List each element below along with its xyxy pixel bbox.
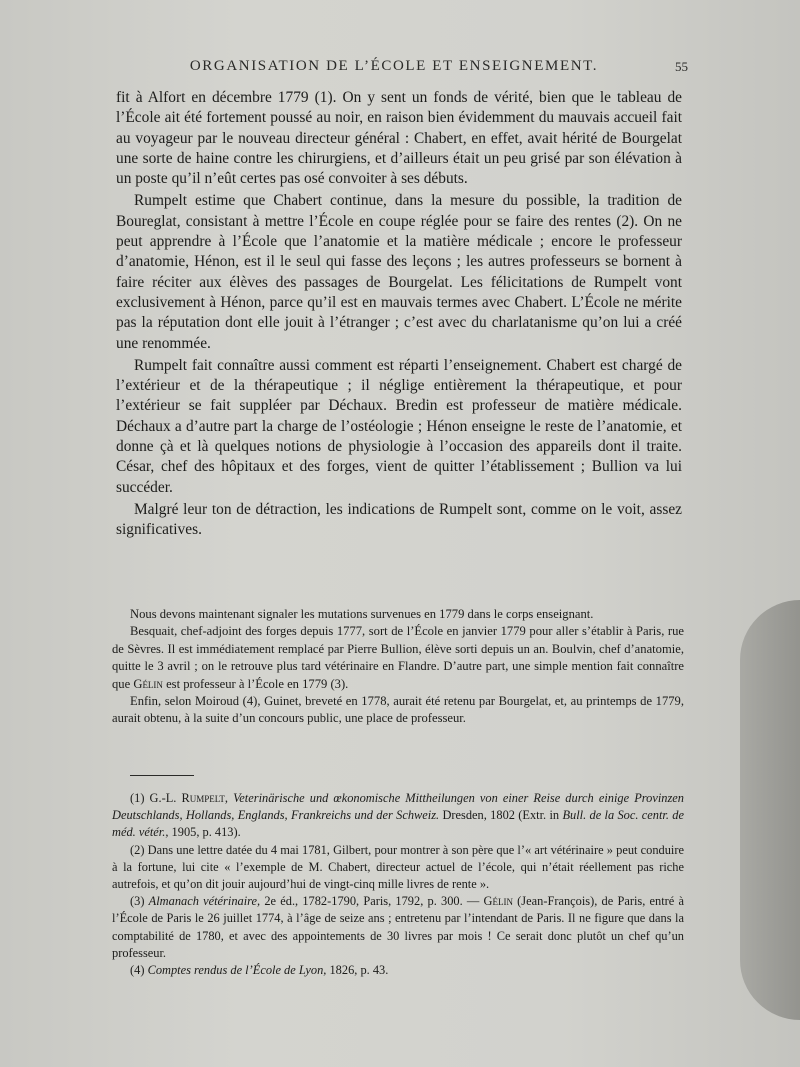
- footnote-text: (Jean-François), de Paris, entré à l’École de Paris le 26 juillet 1774, à l’âge de seize ans ; entretenu par l’intendant de Paris. Il ne figure que dans la comptabilité de 1780, et avec des appointements de 30 livres par mois ! Ce serait donc plutôt un chef qu’un professeur.: [112, 894, 684, 960]
- footnote-title: Almanach vétérinaire,: [148, 894, 261, 909]
- footnote-number: (4): [130, 963, 145, 978]
- footnote-2: (2) Dans une lettre datée du 4 mai 1781, Gilbert, pour montrer à son père que l’« art vétérinaire » peut conduire à la fortune, lui cite « l’exemple de M. Chabert, directeur actuel de l’école, qui n’était réellement pas riche autrefois, et qu’on dit jouir aujourd’hui de vingt-cinq mille livres de rente ».: [112, 842, 684, 892]
- paragraph: Rumpelt fait connaître aussi comment est réparti l’enseignement. Chabert est chargé de l’extérieur et de la thérapeutique ; il néglige entièrement la thérapeutique, et pour l’extérieur se fait suppléer par Déchaux. Bredin est professeur de matière médicale. Déchaux a d’autre part la charge de l’ostéologie ; Hénon enseigne le reste de l’anatomie, et donne çà et là quelques notions de physiologie à l’occasion des appareils dont il traite. César, chef des hôpitaux et des forges, vient de quitter l’établissement ; Bullion va lui succéder.: [116, 356, 682, 496]
- note-paragraph: Nous devons maintenant signaler les mutations survenues en 1779 dans le corps enseignant.: [130, 607, 594, 621]
- thumb-shadow: [740, 600, 800, 1020]
- footnote-rule: [130, 775, 194, 776]
- small-print-notes: [112, 606, 684, 728]
- footnote-title: Veterinärische und œkonomische Mittheilungen von einer Reise durch einige Provinzen Deutschlands, Hollands, Englands, Frankreichs und der Schweiz.: [112, 791, 684, 823]
- footnote-text: Dresden, 1802 (Extr. in: [442, 808, 560, 823]
- footnote-text: 1826, p. 43.: [329, 963, 389, 978]
- footnote-author: G.-L. Rumpelt,: [149, 791, 229, 805]
- footnote-number: (1): [130, 791, 145, 805]
- paragraph: Malgré leur ton de détraction, les indications de Rumpelt sont, comme on le voit, assez significatives.: [116, 500, 682, 539]
- footnote-number: (3): [130, 894, 145, 909]
- main-text: [116, 88, 682, 541]
- footnote-1: [112, 790, 684, 842]
- paragraph: fit à Alfort en décembre 1779 (1). On y sent un fonds de vérité, bien que le tableau de l’École ait été fortement poussé au noir, en raison bien évidemment du mauvais accueil fait au voyageur par le nouveau directeur général : Chabert, en effet, avait hérité de Bourgelat une sorte de haine contre les chirurgiens, et d’ailleurs était un peu grisé par son élévation à un poste qu’il n’eût certes pas osé convoiter à ses débuts.: [116, 89, 682, 188]
- footnote-4: [112, 962, 684, 979]
- name-gelin: Gélin: [483, 894, 513, 909]
- footnote-3: [112, 893, 684, 962]
- note-text: est professeur à l’École en 1779 (3).: [166, 676, 349, 691]
- footnote-journal: Bull. de la Soc. centr. de méd. vétér.,: [112, 808, 684, 840]
- name-gelin: Gélin: [133, 676, 163, 691]
- note-paragraph: Enfin, selon Moiroud (4), Guinet, breveté en 1778, aurait été retenu par Bourgelat, et, au printemps de 1779, aurait obtenu, à la suite d’un concours public, une place de professeur.: [112, 694, 684, 726]
- note-paragraph: [112, 623, 684, 693]
- page-header: [100, 58, 688, 80]
- running-title: ORGANISATION DE L’ÉCOLE ET ENSEIGNEMENT.: [189, 58, 599, 74]
- footnote-title: Comptes rendus de l’École de Lyon,: [147, 963, 327, 978]
- page-number: 55: [675, 59, 688, 74]
- footnote-text: 2e éd., 1782-1790, Paris, 1792, p. 300. —: [264, 894, 480, 909]
- note-text: Besquait, chef-adjoint des forges depuis 1777, sort de l’École en janvier 1779 pour aller s’établir à Paris, rue de Sèvres. Il est immédiatement remplacé par Pierre Bullion, élève sorti depuis un an. Boulvin, chef d’anatomie, quitte le 3 avril ; on le retrouve plus tard vétérinaire en Flandre. D’autre part, une simple mention fait connaître que: [112, 624, 684, 691]
- footnote-text: 1905, p. 413).: [171, 825, 241, 840]
- paragraph: Rumpelt estime que Chabert continue, dans la mesure du possible, la tradition de Boureglat, consistant à mettre l’École en coupe réglée pour se faire des rentes (2). On ne peut apprendre à l’École que l’anatomie et la matière médicale ; encore le professeur d’anatomie, Hénon, est il le seul qui fasse des leçons ; les autres professeurs se bornent à faire réciter aux élèves des passages de Bourgelat. Les félicitations de Rumpelt vont exclusivement à Hénon, parce qu’il est en mauvais termes avec Chabert. L’École ne mérite pas la réputation dont elle jouit à l’étranger ; c’est avec du charlatanisme qu’on lui a créé une renommée.: [116, 192, 682, 352]
- footnotes: [112, 790, 684, 979]
